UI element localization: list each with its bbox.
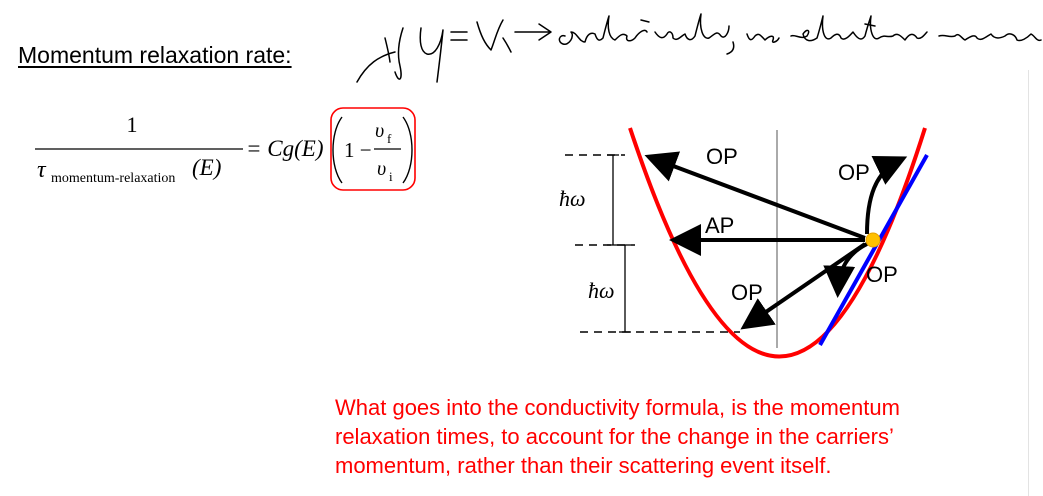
op-label-right: OP [838, 160, 870, 185]
one-minus: 1 − [344, 138, 372, 162]
initial-velocity: υ [377, 158, 387, 180]
conductivity-note [335, 393, 1035, 480]
handwritten-annotation [355, 2, 1043, 84]
op-label-below: OP [866, 262, 898, 287]
note-line: What goes into the conductivity formula, is the momentum [335, 395, 900, 420]
right-paren [403, 117, 412, 183]
op-arrow-up-right [867, 160, 900, 234]
tau-subscript: momentum-relaxation [51, 171, 176, 186]
op-arrow-lower [747, 244, 865, 325]
op-label-top: OP [706, 144, 738, 169]
final-velocity: υ [375, 120, 385, 142]
hbar-omega-bottom: ħω [588, 278, 615, 303]
final-velocity-sub: f [387, 131, 392, 146]
note-line: relaxation times, to account for the change in the carriers’ [335, 424, 894, 449]
tau-symbol: τ [37, 157, 46, 183]
initial-velocity-sub: i [389, 169, 393, 184]
note-line: momentum, rather than their scattering event itself. [335, 453, 832, 478]
slide-title: Momentum relaxation rate: [18, 42, 292, 68]
hbar-omega-top: ħω [559, 186, 586, 211]
linear-band [820, 155, 927, 345]
formula-rhs: = Cg(E) [246, 136, 324, 161]
formula-numerator: 1 [126, 112, 138, 137]
band-diagram [555, 110, 955, 370]
carrier-dot [866, 233, 880, 247]
energy-argument: (E) [192, 155, 222, 180]
ap-label: AP [705, 213, 735, 238]
momentum-relaxation-formula [20, 105, 460, 205]
op-arrow-top [652, 158, 865, 238]
left-paren [333, 117, 342, 183]
op-label-lower: OP [731, 280, 763, 305]
